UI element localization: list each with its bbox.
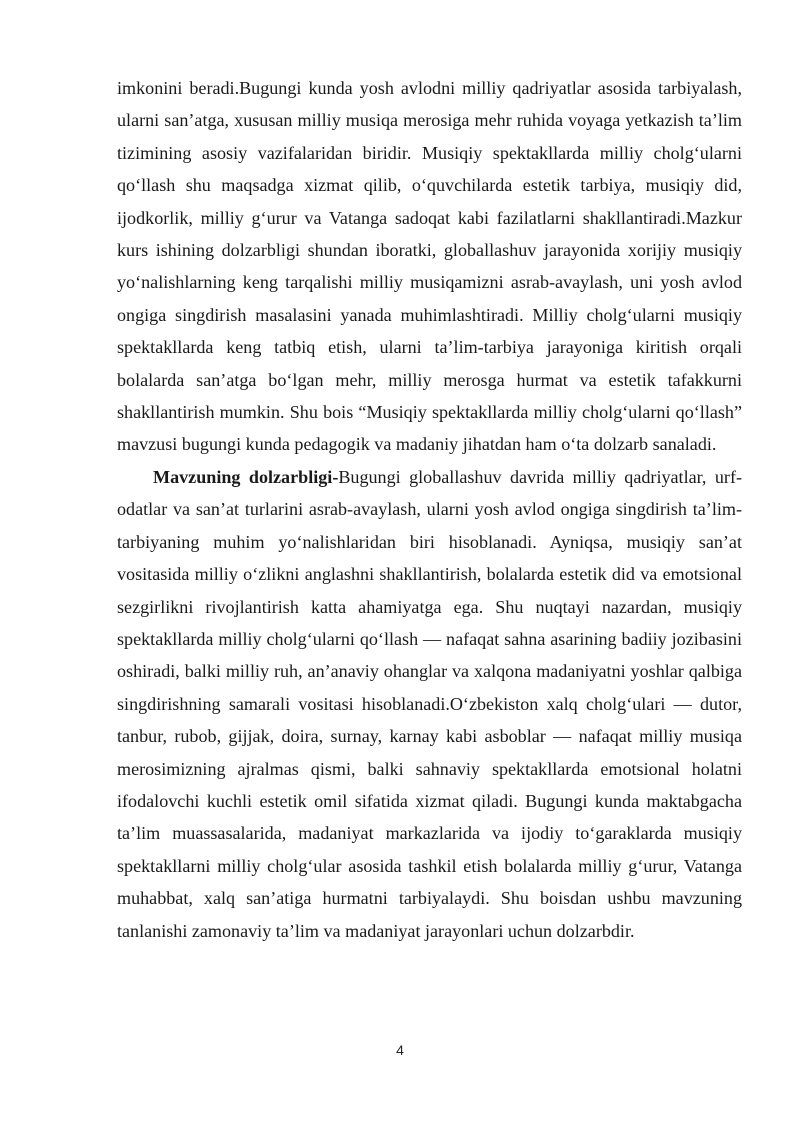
paragraph-heading: Mavzuning dolzarbligi- (153, 466, 339, 487)
paragraph-text: imkonini beradi.Bugungi kunda yosh avlodni milliy qadriyatlar asosida tarbiyalash, ularni san’atga, xususan milliy musiqa merosiga mehr ruhida voyaga yetkazish ta’lim tizimining asosiy vazifalaridan biridir. Musiqiy spektakllarda milliy cholg‘ularni qo‘llash shu maqsadga xizmat qilib, o‘quvchilarda estetik tarbiya, musiqiy did, ijodkorlik, milliy g‘urur va Vatanga sadoqat kabi fazilatlarni shakllantiradi.Mazkur kurs ishining dolzarbligi shundan iboratki, globallashuv jarayonida xorijiy musiqiy yo‘nalishlarning keng tarqalishi milliy musiqamizni asrab-avaylash, uni yosh avlod ongiga singdirish masalasini yanada muhimlashtiradi. Milliy cholg‘ularni musiqiy spektakllarda keng tatbiq etish, ularni ta’lim-tarbiya jarayoniga kiritish orqali bolalarda san’atga bo‘lgan mehr, milliy merosga hurmat va estetik tafakkurni shakllantirish mumkin. Shu bois “Musiqiy spektakllarda milliy cholg‘ularni qo‘llash” mavzusi bugungi kunda pedagogik va madaniy jihatdan ham o‘ta dolzarb sanaladi. (117, 78, 742, 455)
paragraph-text: Bugungi globallashuv davrida milliy qadriyatlar, urf-odatlar va san’at turlarini asrab-avaylash, ularni yosh avlod ongiga singdirish ta’lim-tarbiyaning muhim yo‘nalishlaridan biri hisoblanadi. Ayniqsa, musiqiy san’at vositasida milliy o‘zlikni anglashni shakllantirish, bolalarda estetik did va emotsional sezgirlikni rivojlantirish katta ahamiyatga ega. Shu nuqtayi nazardan, musiqiy spektakllarda milliy cholg‘ularni qo‘llash — nafaqat sahna asarining badiiy jozibasini oshiradi, balki milliy ruh, an’anaviy ohanglar va xalqona madaniyatni yoshlar qalbiga singdirishning samarali vositasi hisoblanadi.O‘zbekiston xalq cholg‘ulari — dutor, tanbur, rubob, gijjak, doira, surnay, karnay kabi asboblar — nafaqat milliy musiqa merosimizning ajralmas qismi, balki sahnaviy spektakllarda emotsional holatni ifodalovchi kuchli estetik omil sifatida xizmat qiladi. Bugungi kunda maktabgacha ta’lim muassasalarida, madaniyat markazlarida va ijodiy to‘garaklarda musiqiy spektakllarni milliy cholg‘ular asosida tashkil etish bolalarda milliy g‘urur, Vatanga muhabbat, xalq san’atiga hurmatni tarbiyalaydi. Shu boisdan ushbu mavzuning tanlanishi zamonaviy ta’lim va madaniyat jarayonlari uchun dolzarbdir. (117, 466, 742, 941)
document-body (117, 72, 742, 947)
page-number: 4 (396, 1042, 404, 1058)
paragraph-topic-relevance (117, 461, 742, 947)
paragraph-continuation (117, 72, 742, 461)
